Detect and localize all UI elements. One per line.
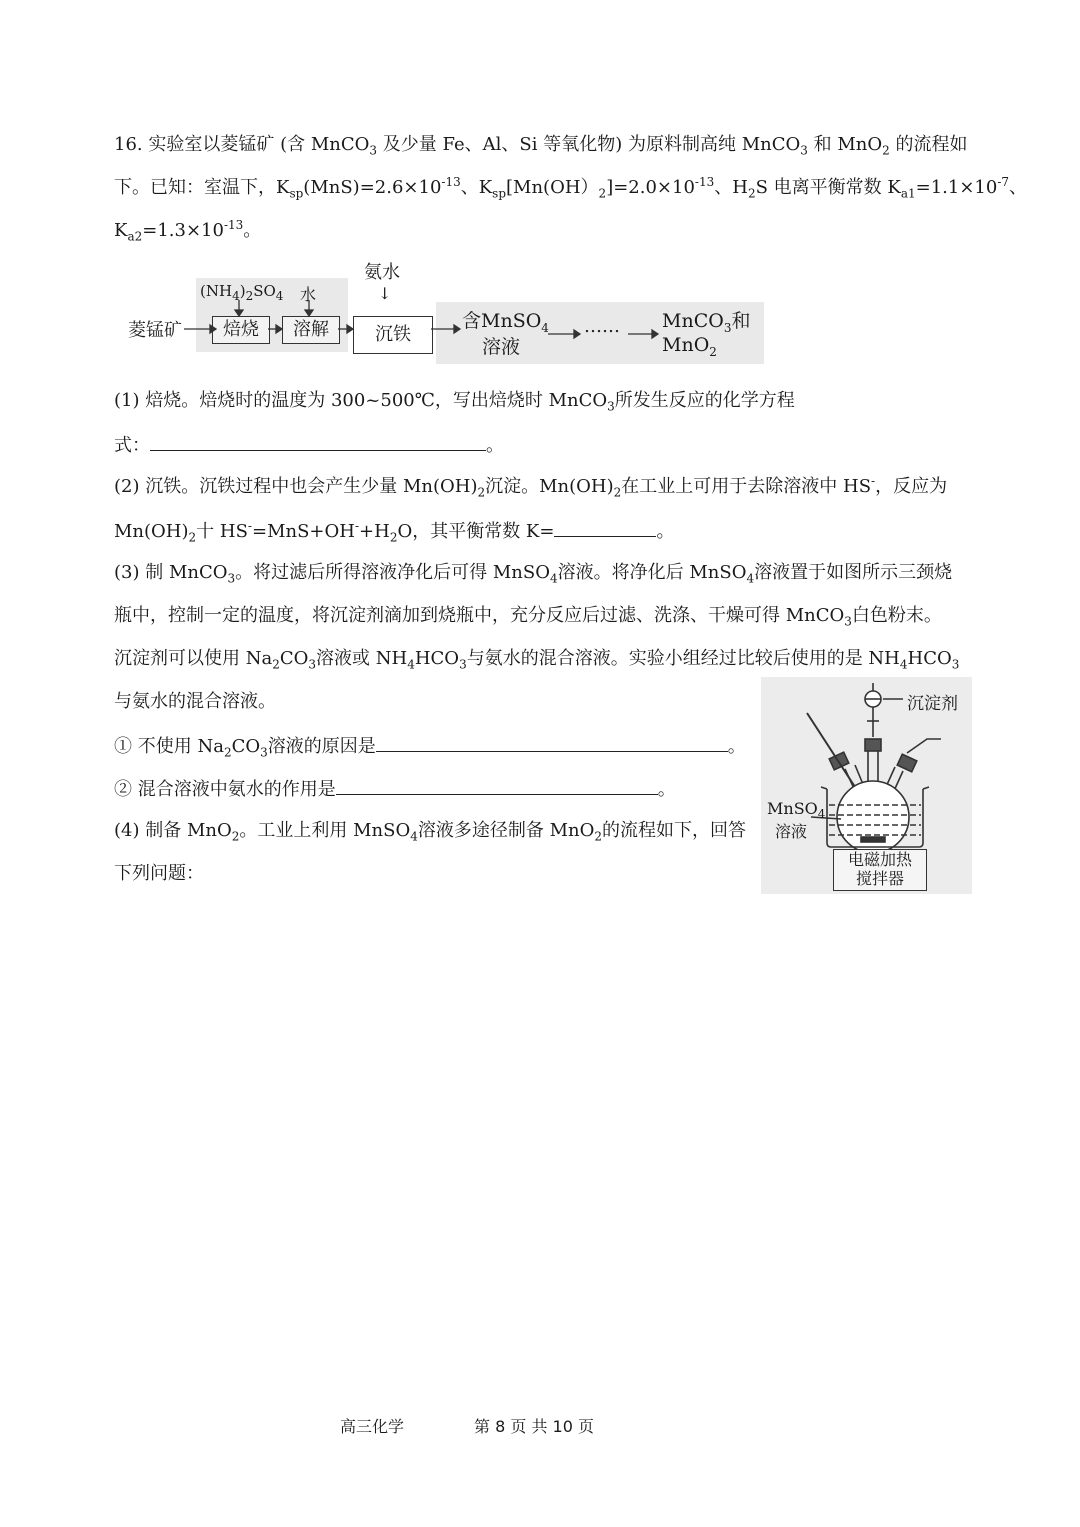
part3-line-3: 沉淀剂可以使用 $Na_2CO_3$溶液或 $NH_4HCO_3$与氨水的混合溶液。实验小组经过比较后使用的是 $NH_4HCO_3$: [114, 648, 960, 672]
part1-line-1: (1) 焙烧。焙烧时的温度为 300~500℃，写出焙烧时 MnCO$_3$所发生反应的化学方程: [114, 390, 795, 414]
magnetic-stirrer-box: 电磁加热 搅拌器: [833, 849, 927, 891]
question-given-line-2: $K_{a2}=1.3\times 10^{-13}$。: [114, 218, 262, 244]
part1-line-2: 式： 。: [114, 432, 504, 458]
part3-question-2: ② 混合溶液中氨水的作用是 。: [114, 776, 676, 802]
product-mno2-label: MnO$_2$: [662, 334, 717, 359]
mnso4-solution-label: MnSO$_4$: [767, 799, 826, 822]
product-mnco3-label: MnCO$_3$和: [662, 310, 751, 335]
footer-subject: 高三化学: [340, 1417, 405, 1436]
solution-label: 溶液: [482, 336, 521, 358]
part3-line-4: 与氨水的混合溶液。: [114, 691, 276, 712]
apparatus-figure: [761, 677, 972, 894]
question-given-line-1: 下。已知：室温下，$K_{sp}(MnS)=2.6\times 10^{-13}$、$K_{sp}[Mn(OH)_2]=2.0\times 10^{-13}$、$H_2S$ 电离平衡常数 $K_{a1}=1.1\times 10^{-7}$、: [114, 175, 1028, 201]
answer-blank-2[interactable]: [554, 518, 656, 537]
flowchart-arrows: [128, 258, 768, 368]
part2-line-1: (2) 沉铁。沉铁过程中也会产生少量 $Mn(OH)_2$沉淀。$Mn(OH)_2$在工业上可用于去除溶液中 HS-，反应为: [114, 474, 948, 500]
step-dissolve-box: 溶解: [282, 316, 340, 344]
question-intro-line-1: 16. 实验室以菱锰矿 (含 MnCO$_3$ 及少量 Fe、Al、Si 等氧化物) 为原料制高纯 MnCO$_3$ 和 MnO$_2$ 的流程如: [114, 134, 968, 158]
part3-line-2: 瓶中，控制一定的温度，将沉淀剂滴加到烧瓶中，充分反应后过滤、洗涤、干燥可得 MnCO$_3$白色粉末。: [114, 605, 942, 629]
answer-blank-4[interactable]: [336, 776, 658, 795]
down-arrow-icon: ↓: [378, 284, 392, 303]
part3-line-1: (3) 制 MnCO$_3$。将过滤后所得溶液净化后可得 MnSO$_4$溶液。将净化后 MnSO$_4$溶液置于如图所示三颈烧: [114, 562, 953, 586]
process-flowchart: [128, 258, 768, 368]
solution-label-2: 溶液: [775, 822, 808, 841]
part4-line-1: (4) 制备 MnO$_2$。工业上利用 MnSO$_4$溶液多途径制备 MnO$_2$的流程如下，回答: [114, 820, 747, 844]
step-roast-box: 焙烧: [212, 316, 270, 344]
solution-mnso4-label: 含MnSO$_4$: [462, 310, 549, 335]
answer-blank-1[interactable]: [150, 432, 486, 451]
precipitant-label: 沉淀剂: [907, 694, 958, 714]
part2-line-2: $Mn(OH)_2$十 $HS^-=MnS+OH^-+H_2O$，其平衡常数 K= 。: [114, 519, 675, 545]
step-iron-removal-box: 沉铁: [353, 316, 433, 354]
reagent-ammonium-sulfate-label: $(NH_4)_2SO_4$: [200, 282, 284, 303]
part3-question-1: ① 不使用 $Na_2CO_3$溶液的原因是 。: [114, 733, 746, 759]
dots-label: ……: [584, 316, 620, 337]
raw-material-label: 菱锰矿: [128, 320, 182, 341]
reagent-ammonia-label: 氨水: [364, 262, 400, 283]
part4-line-2: 下列问题：: [114, 863, 204, 884]
reagent-water-label: 水: [300, 285, 317, 304]
footer-page-info: 第 8 页 共 10 页: [474, 1417, 594, 1436]
answer-blank-3[interactable]: [376, 733, 728, 752]
